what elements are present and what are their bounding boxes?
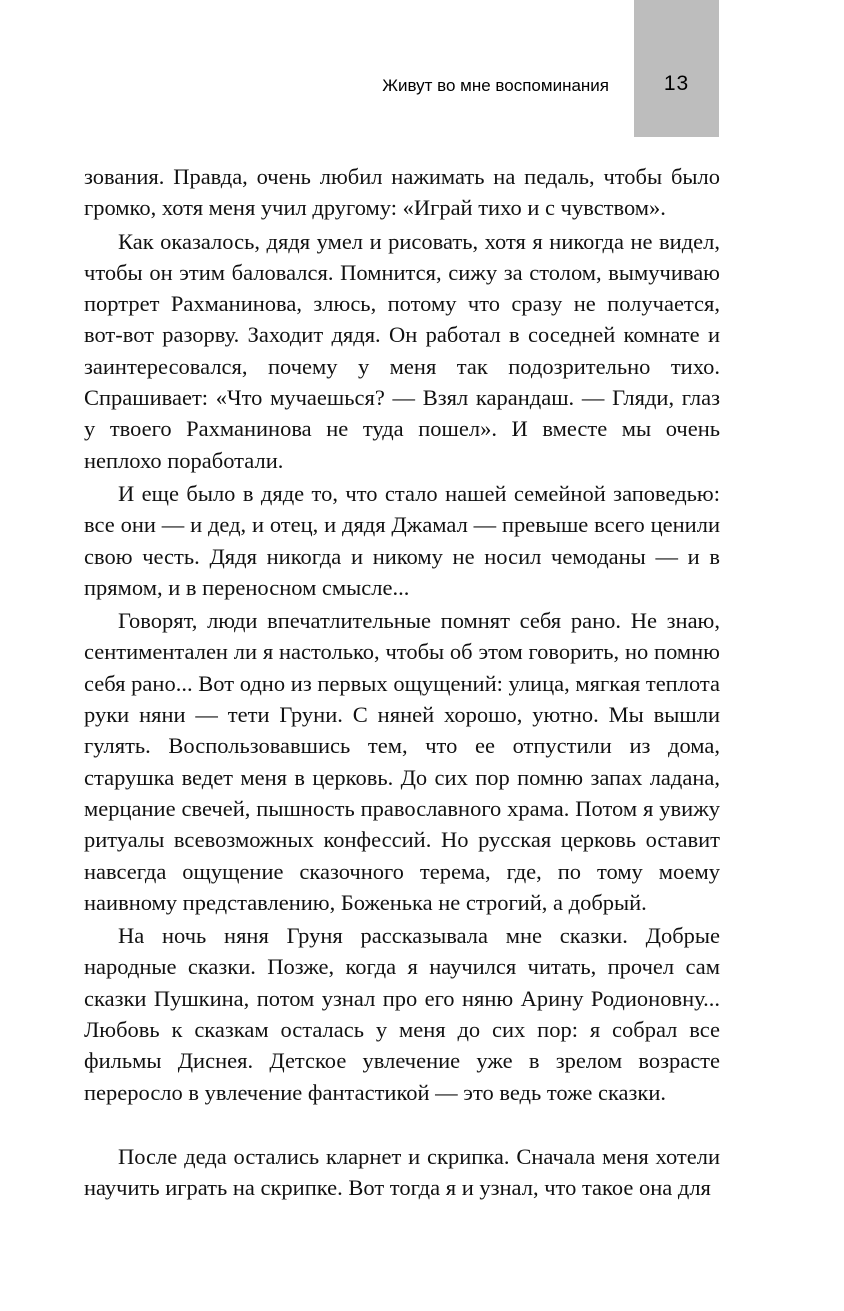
paragraph-4: Говорят, люди впечатлительные помнят себя рано. Не знаю, сентиментален ли я настолько, чтобы об этом говорить, но помню себя рано... Вот одно из первых ощущений: улица, мягкая теплота руки няни — тети Груни. С няней хорошо, уютно. Мы вышли гулять. Воспользовавшись тем, что ее отпустили из дома, старушка ведет меня в церковь. До сих пор помню запах ладана, мерцание свечей, пышность православного храма. Потом я увижу ритуалы всевозможных конфессий. Но русская церковь оставит навсегда ощущение сказочного терема, где, по тому моему наивному представлению, Боженька не строгий, а добрый. [84,608,720,915]
body-text [84,161,720,1204]
paragraph-6: После деда остались кларнет и скрипка. Сначала меня хотели научить играть на скрипке. Вот тогда я и узнал, что такое она для [84,1143,720,1201]
page-number: 13 [663,72,690,95]
paragraph-1: зования. Правда, очень любил нажимать на педаль, чтобы было громко, хотя меня учил другому: «Играй тихо и с чувством». [84,164,720,221]
paragraph-3: И еще было в дяде то, что стало нашей семейной заповедью: все они — и дед, и отец, и дядя Джамал — превыше всего ценили свою честь. Дядя никогда и никому не носил чемоданы — и в прямом, и в переносном смысле... [84,480,720,600]
paragraph-5: На ночь няня Груня рассказывала мне сказки. Добрые народные сказки. Позже, когда я научился читать, прочел сам сказки Пушкина, потом узнал про его няню Арину Родионовну... Любовь к сказкам осталась у меня до сих пор: я собрал все фильмы Диснея. Детское увлечение уже в зрелом возрасте переросло в увлечение фантастикой — это ведь тоже сказки. [84,923,720,1105]
running-title: Живут во мне воспоминания [382,76,609,95]
page-number-tab [634,0,719,137]
paragraph-2: Как оказалось, дядя умел и рисовать, хотя я никогда не видел, чтобы он этим баловался. Помнится, сижу за столом, вымучиваю портрет Рахманинова, злюсь, потому что сразу не получается, вот-вот разорву. Заходит дядя. Он работал в соседней комнате и заинтересовался, почему у меня так подозрительно тихо. Спрашивает: «Что мучаешься? — Взял карандаш. — Гляди, глаз у твоего Рахманинова не туда пошел». И вместе мы очень неплохо поработали. [84,228,720,473]
